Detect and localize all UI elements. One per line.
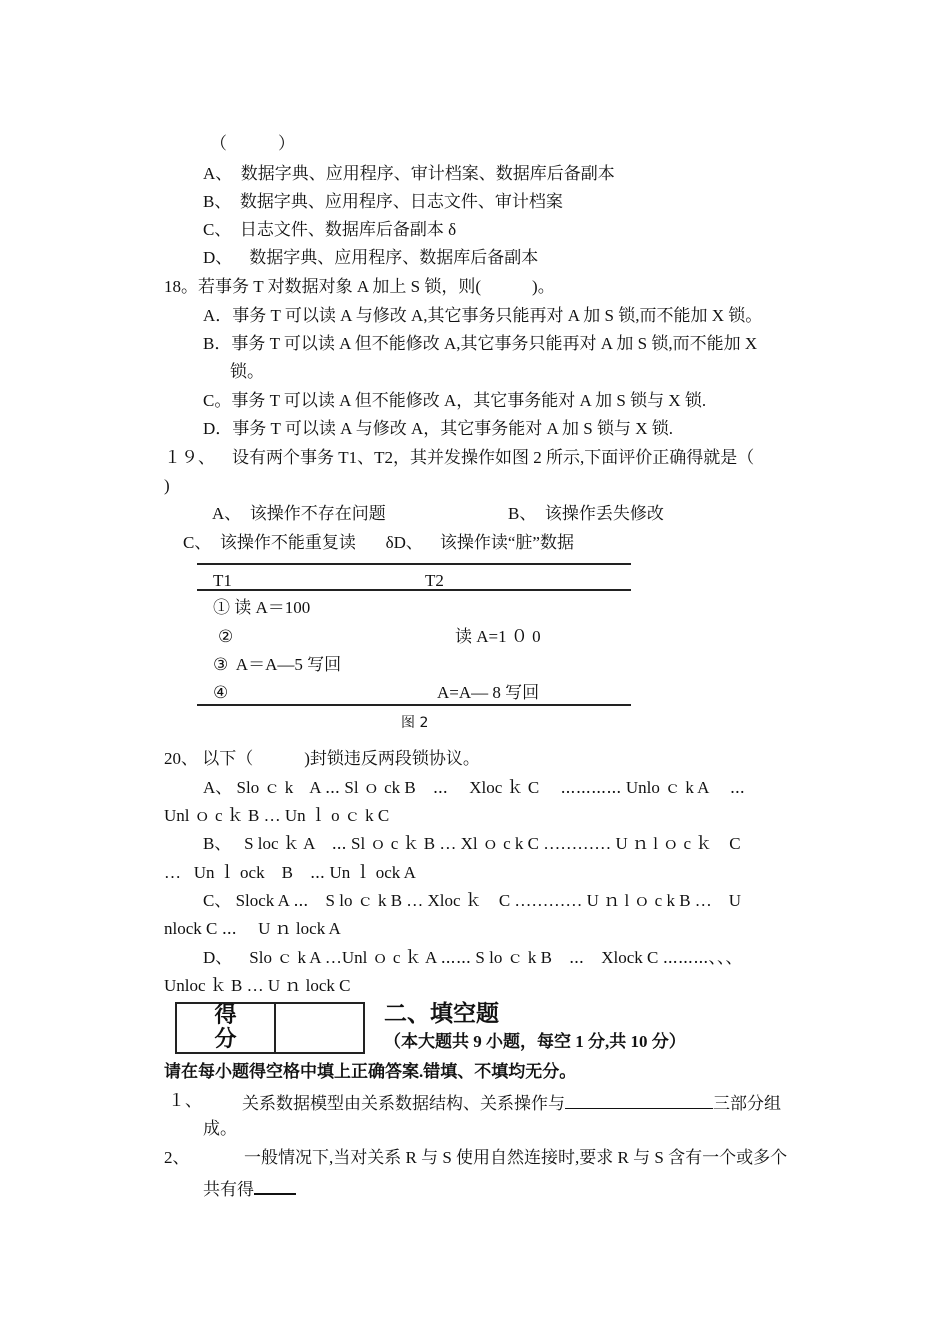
q20-stem: 20、 以下（ )封锁违反两段锁协议。 bbox=[164, 749, 480, 768]
table-row-2-t1: ② bbox=[218, 627, 234, 646]
table-row-4-t2: A=A— 8 写回 bbox=[437, 683, 540, 702]
q17-option-d: D、 数据字典、应用程序、数据库后备副本 bbox=[203, 248, 539, 267]
fill-q1-text: 关系数据模型由关系数据结构、关系操作与 bbox=[242, 1094, 565, 1113]
q20-line-8: Unloc ｋ B … U ｎ lock C bbox=[164, 976, 351, 995]
fill-q2-line bbox=[203, 1176, 296, 1200]
q17-option-b: B、 数据字典、应用程序、日志文件、审计档案 bbox=[203, 192, 563, 211]
q20-line-1: A、 Slo ｃ k A ⋯ Sl ｏ ck B ⋯ Xloc ｋ C ⋯⋯⋯⋯ Unlo ｃ k A ⋯ bbox=[203, 778, 746, 797]
table-row-4-t1: ④ bbox=[213, 683, 229, 702]
q18-option-b: B．事务 T 可以读 A 但不能修改 A,其它事务只能再对 A 加 S 锁,而不能加 X bbox=[203, 334, 758, 353]
score-box bbox=[175, 1002, 365, 1054]
q20-line-4: … Un ｌ ock B ⋯ Un ｌ ock A bbox=[164, 863, 416, 882]
q19-option-a: A、 该操作不存在问题 bbox=[212, 504, 386, 523]
q20-line-3: B、 S loc ｋ A ⋯ Sl ｏ c ｋ B … Xl ｏ c k C ………… U ｎ l ｏ c ｋ C bbox=[203, 834, 741, 853]
score-label: 得 分 bbox=[177, 1004, 276, 1052]
q18-stem: 18。若事务 T 对数据对象 A 加上 S 锁，则( )。 bbox=[164, 277, 555, 296]
q17-option-c: C、 日志文件、数据库后备副本 δ bbox=[203, 220, 457, 239]
table-row-3-t1: ③ A＝A—5 写回 bbox=[213, 655, 342, 674]
section-instruction: 请在每小题得空格中填上正确答案.错填、不填均无分。 bbox=[164, 1062, 577, 1081]
table-header-t1: T1 bbox=[213, 571, 232, 590]
q17-stem-tail: （ ） bbox=[210, 134, 295, 153]
table-header-rule bbox=[197, 589, 631, 591]
q19-stem-cont: ) bbox=[164, 476, 170, 495]
table-header-t2: T2 bbox=[425, 571, 444, 590]
q19-option-cd: C、 该操作不能重复读 δD、 该操作读“脏”数据 bbox=[183, 533, 574, 552]
q20-line-6: nlock C ⋯ U ｎ lock A bbox=[164, 919, 341, 938]
q18-option-d: D．事务 T 可以读 A 与修改 A，其它事务能对 A 加 S 锁与 X 锁. bbox=[203, 419, 674, 438]
table-bottom-rule bbox=[197, 704, 631, 706]
q18-option-a: A．事务 T 可以读 A 与修改 A,其它事务只能再对 A 加 S 锁,而不能加 X 锁。 bbox=[203, 306, 763, 325]
fill-q2-number: 2、 bbox=[164, 1148, 190, 1167]
table-top-rule bbox=[197, 563, 631, 565]
q20-line-2: Unl ｏ c ｋ B … Un ｌ o ｃ k C bbox=[164, 806, 390, 825]
figure-caption: 图 2 bbox=[401, 715, 429, 731]
q18-option-c: C。事务 T 可以读 A 但不能修改 A，其它事务能对 A 加 S 锁与 X 锁. bbox=[203, 391, 707, 410]
fill-q1-line bbox=[242, 1091, 781, 1114]
table-row-2-t2: 读 A=1 ０ 0 bbox=[455, 627, 541, 646]
fill-q1-tail: 三部分组 bbox=[713, 1094, 781, 1113]
fill-q1-cont: 成。 bbox=[203, 1119, 237, 1138]
fill-q2-text: 一般情况下,当对关系 R 与 S 使用自然连接时,要求 R 与 S 含有一个或多个 bbox=[244, 1148, 788, 1167]
fill-q2-cont: 共有得 bbox=[203, 1180, 254, 1199]
q18-option-b-cont: 锁。 bbox=[230, 362, 264, 381]
score-entry-field bbox=[276, 1004, 363, 1052]
q20-line-5: C、 Slock A ⋯ S lo ｃ k B … Xloc ｋ C ………… U ｎ l ｏ c k B … U bbox=[203, 891, 742, 910]
fill-q1-blank[interactable] bbox=[565, 1091, 713, 1109]
table-row-1-t1: ① 读 A＝100 bbox=[213, 598, 311, 617]
fill-q2-blank[interactable] bbox=[254, 1176, 296, 1195]
q19-stem: １９、 设有两个事务 T1、T2，其并发操作如图 2 所示,下面评价正确得就是（ bbox=[164, 448, 755, 467]
q19-option-b: B、 该操作丢失修改 bbox=[508, 504, 664, 523]
q17-option-a: A、 数据字典、应用程序、审计档案、数据库后备副本 bbox=[203, 164, 615, 183]
fill-q1-number: １、 bbox=[168, 1091, 202, 1110]
section-title: 二、填空题 bbox=[384, 1001, 499, 1027]
section-subtitle: （本大题共 9 小题，每空 1 分,共 10 分） bbox=[384, 1032, 686, 1051]
q20-line-7: D、 Slo ｃ k A …Unl ｏ c ｋ A ⋯⋯ S lo ｃ k B ⋯ Xlock C ⋯⋯⋯、、、 bbox=[203, 948, 743, 967]
